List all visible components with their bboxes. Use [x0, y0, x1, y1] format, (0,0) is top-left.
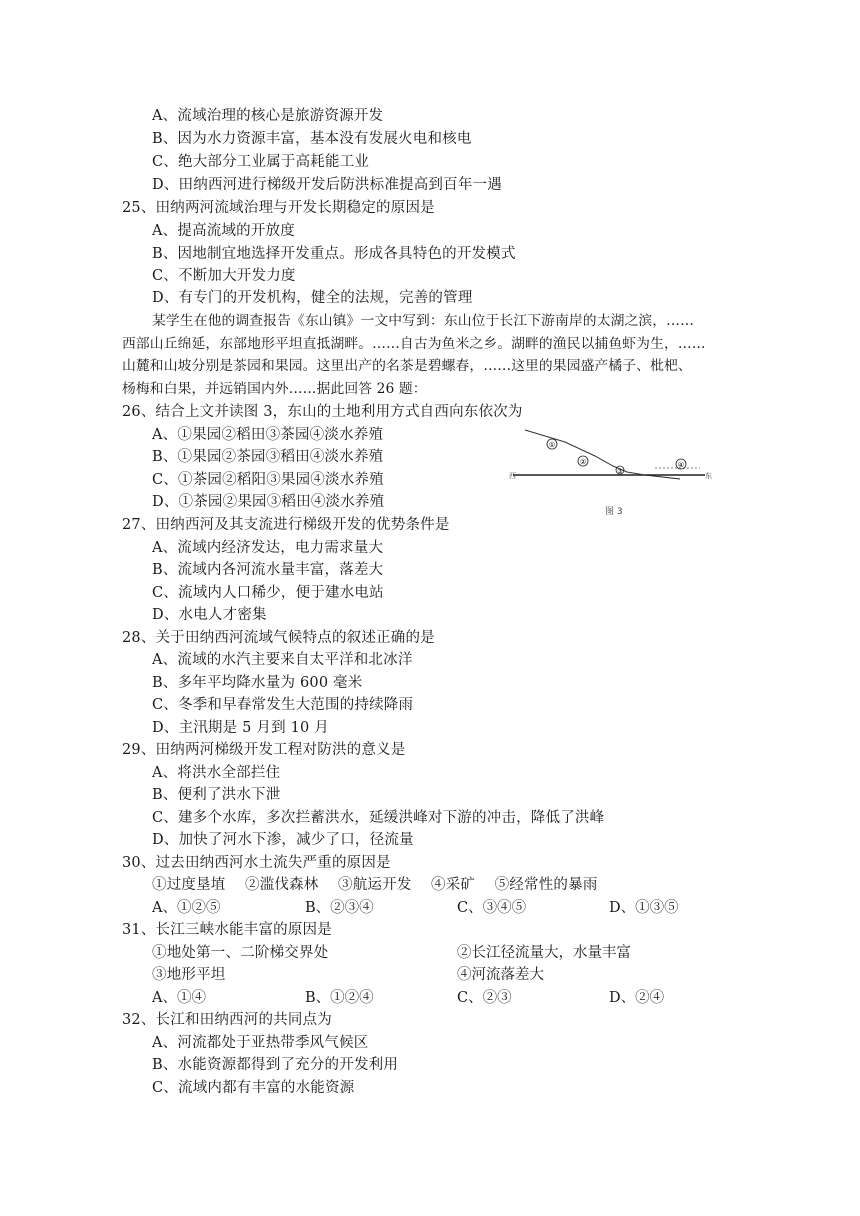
q31-item-1: ①地处第一、二阶梯交界处: [152, 945, 329, 961]
q31-option-c: C、②③: [457, 990, 512, 1006]
marker-1-label: ①: [548, 441, 556, 449]
q26-option-d: D、①茶园②果园③稻田④淡水养殖: [152, 494, 385, 510]
q28-option-a: A、流域的水汽主要来自太平洋和北冰洋: [152, 652, 413, 668]
q25-option-b: B、因地制宜地选择开发重点。形成各具特色的开发模式: [152, 246, 516, 262]
east-label: 东: [705, 472, 712, 480]
q24-option-c: C、绝大部分工业属于高耗能工业: [152, 154, 370, 170]
question-30: 30、过去田纳西河水土流失严重的原因是: [122, 855, 391, 871]
q27-option-a: A、流域内经济发达，电力需求量大: [152, 540, 384, 556]
question-25: 25、田纳两河流域治理与开发长期稳定的原因是: [122, 200, 435, 216]
q31-item-3: ③地形平坦: [152, 967, 226, 983]
q31-option-a: A、①④: [152, 990, 206, 1006]
q25-option-a: A、提高流域的开放度: [152, 223, 295, 239]
q31-option-d: D、②④: [609, 990, 665, 1006]
q25-option-c: C、不断加大开发力度: [152, 268, 296, 284]
q24-option-d: D、田纳西河进行梯级开发后防洪标准提高到百年一遇: [152, 177, 502, 193]
q28-option-c: C、冬季和早春常发生大范围的持续降雨: [152, 697, 414, 713]
question-26: 26、结合上文并读图 3，东山的土地利用方式自西向东依次为: [122, 404, 523, 420]
q32-option-c: C、流域内都有丰富的水能资源: [152, 1080, 355, 1096]
q30-option-d: D、①③⑤: [609, 900, 679, 916]
q28-option-b: B、多年平均降水量为 600 毫米: [152, 675, 363, 691]
question-28: 28、关于田纳西河流域气候特点的叙述正确的是: [122, 630, 435, 646]
q27-option-b: B、流域内各河流水量丰富，落差大: [152, 562, 384, 578]
q27-option-c: C、流域内人口稀少，便于建水电站: [152, 585, 384, 601]
q27-option-d: D、水电人才密集: [152, 607, 267, 623]
q29-option-c: C、建多个水库，多次拦蓄洪水，延缓洪峰对下游的冲击，降低了洪峰: [152, 810, 605, 826]
q29-option-a: A、将洪水全部拦住: [152, 765, 281, 781]
q25-option-d: D、有专门的开发机构，健全的法规，完善的管理: [152, 290, 473, 306]
passage-line-2: 西部山丘绵延，东部地形平坦直抵湖畔。……自古为鱼米之乡。湖畔的渔民以捕鱼虾为生，……: [122, 336, 706, 352]
q26-option-b: B、①果园②茶园③稻田④淡水养殖: [152, 449, 384, 465]
q24-option-a: A、流域治理的核心是旅游资源开发: [152, 108, 384, 124]
passage-line-4: 杨梅和白果，并远销国内外……据此回答 26 题：: [122, 381, 427, 397]
q30-option-b: B、②③④: [305, 900, 374, 916]
q30-option-c: C、③④⑤: [457, 900, 527, 916]
q31-option-b: B、①②④: [305, 990, 374, 1006]
marker-2-label: ②: [579, 458, 587, 466]
passage-line-3: 山麓和山坡分别是茶园和果园。这里出产的名茶是碧螺春，……这里的果园盛产橘子、枇杷、: [122, 358, 692, 374]
question-31: 31、长江三峡水能丰富的原因是: [122, 922, 332, 938]
question-32: 32、长江和田纳西河的共同点为: [122, 1012, 332, 1028]
q29-option-b: B、便利了洪水下泄: [152, 787, 281, 803]
q31-item-4: ④河流落差大: [457, 967, 544, 983]
q29-option-d: D、加快了河水下渗，减少了口，径流量: [152, 832, 414, 848]
marker-3-label: ③: [617, 468, 623, 475]
figure-caption: 图 3: [605, 507, 623, 517]
q30-option-a: A、①②⑤: [152, 900, 221, 916]
q31-item-2: ②长江径流量大，水量丰富: [457, 945, 631, 961]
figure-3-terrain-profile: [505, 428, 730, 523]
q26-option-c: C、①茶园②稻阳③果园④淡水养殖: [152, 472, 384, 488]
q30-items: ①过度垦埴 ②滥伐森林 ③航运开发 ④采矿 ⑤经常性的暴雨: [152, 877, 598, 893]
terrain-line: [525, 430, 645, 475]
q26-option-a: A、①果园②稻田③茶园④淡水养殖: [152, 427, 384, 443]
passage-line-1: 某学生在他的调查报告《东山镇》一文中写到：东山位于长江下游南岸的太湖之滨，……: [152, 313, 694, 329]
q28-option-d: D、主汛期是 5 月到 10 月: [152, 720, 329, 736]
question-29: 29、田纳两河梯级开发工程对防洪的意义是: [122, 742, 406, 758]
q24-option-b: B、因为水力资源丰富，基本没有发展火电和核电: [152, 131, 472, 147]
q32-option-b: B、水能资源都得到了充分的开发利用: [152, 1057, 399, 1073]
q32-option-a: A、河流都处于亚热带季风气候区: [152, 1035, 369, 1051]
question-27: 27、田纳西河及其支流进行梯级开发的优势条件是: [122, 517, 450, 533]
west-label: 西: [509, 472, 516, 480]
marker-4-label: ④: [677, 461, 685, 469]
